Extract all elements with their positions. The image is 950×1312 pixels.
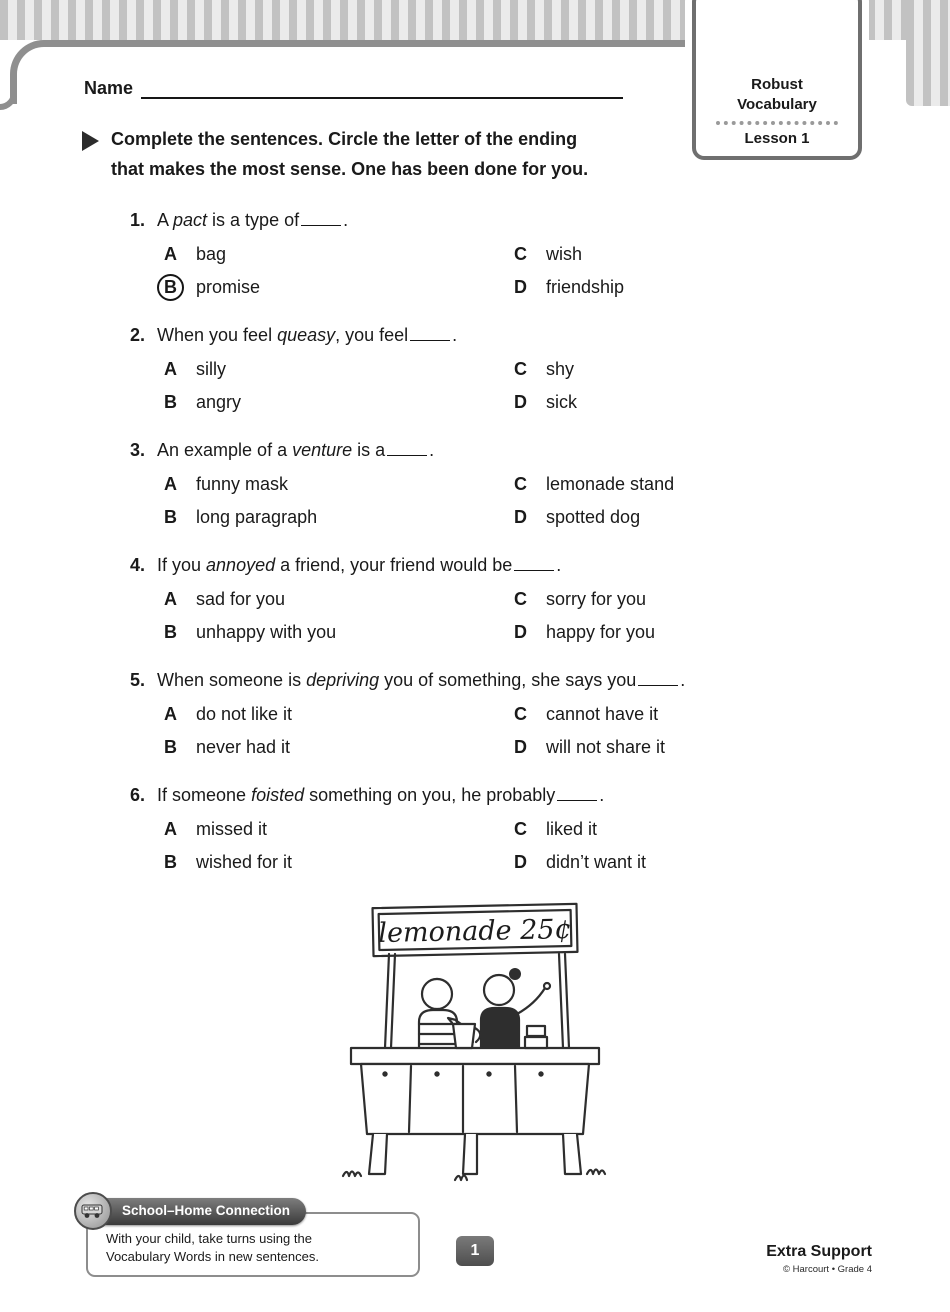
stem-pre: A: [157, 210, 174, 231]
question-stem: [130, 783, 950, 807]
option-letter: A: [164, 589, 177, 610]
option-letter: C: [514, 474, 527, 495]
question-text: [157, 668, 685, 692]
tab-lesson-label: Lesson 1: [744, 130, 810, 147]
stem-period: .: [556, 555, 562, 576]
option-letter: D: [514, 737, 527, 758]
question-stem: [130, 668, 950, 692]
options: [157, 356, 950, 416]
question: [130, 783, 950, 876]
option-label: sad for you: [196, 589, 286, 610]
option-letter: A: [164, 359, 177, 380]
options: [157, 816, 950, 876]
question-stem: [130, 438, 950, 462]
answer-option: [507, 504, 950, 531]
answer-option: [507, 849, 950, 876]
answer-blank: [638, 685, 678, 686]
question-text: [157, 323, 457, 347]
tab-title-line2: Vocabulary: [737, 95, 817, 113]
answer-option: [157, 619, 507, 646]
option-letter: A: [164, 244, 177, 265]
school-home-connection-badge: [80, 1198, 306, 1225]
school-home-connection-box: [86, 1203, 420, 1277]
option-letter: A: [164, 474, 177, 495]
question-number: 3.: [130, 440, 146, 461]
page-number-badge: 1: [456, 1236, 494, 1266]
question-text: [157, 208, 348, 232]
instructions: [82, 125, 682, 184]
question: [130, 553, 950, 646]
option-letter: D: [514, 277, 527, 298]
copyright-label: © Harcourt • Grade 4: [783, 1264, 872, 1275]
answer-option: [157, 389, 507, 416]
question-text: [157, 553, 561, 577]
tab-title-line1: Robust: [751, 76, 803, 93]
option-letter: D: [514, 622, 527, 643]
option-letter: D: [514, 392, 527, 413]
answer-option: [507, 241, 950, 268]
name-row: [84, 78, 950, 99]
instructions-text: [111, 125, 588, 184]
answer-option: [157, 471, 507, 498]
options: [157, 471, 950, 531]
school-home-connection-text: With your child, take turns using the Vocabulary Words in new sentences.: [106, 1231, 319, 1265]
instructions-line2: that makes the most sense. One has been done for you.: [111, 158, 589, 179]
option-label: will not share it: [546, 737, 666, 758]
option-letter: C: [514, 244, 527, 265]
stem-post: , you feel: [335, 325, 409, 346]
bus-icon: [74, 1192, 112, 1230]
extra-support-label: Extra Support: [766, 1243, 872, 1260]
option-letter: C: [514, 704, 527, 725]
answer-option: [507, 586, 950, 613]
stem-post: is a: [352, 440, 386, 461]
answer-blank: [514, 570, 554, 571]
question-number: 2.: [130, 325, 146, 346]
option-label: liked it: [546, 819, 598, 840]
answer-option: [507, 274, 950, 301]
option-label: wish: [546, 244, 583, 265]
answer-option: [157, 241, 507, 268]
stem-pre: If someone: [157, 785, 252, 806]
name-write-line: [141, 81, 623, 99]
name-label: Name: [84, 78, 134, 98]
answer-option: [157, 356, 507, 383]
option-label: funny mask: [196, 474, 289, 495]
vocab-word: pact: [173, 210, 208, 231]
question-number: 4.: [130, 555, 146, 576]
stem-period: .: [452, 325, 458, 346]
questions-list: [130, 208, 950, 876]
option-label: promise: [196, 277, 261, 298]
option-label: happy for you: [546, 622, 656, 643]
answer-option: [157, 274, 507, 301]
stem-pre: When you feel: [157, 325, 278, 346]
option-label: silly: [196, 359, 226, 380]
answer-blank: [410, 340, 450, 341]
question: [130, 208, 950, 301]
option-label: long paragraph: [196, 507, 318, 528]
options: [157, 701, 950, 761]
question: [130, 323, 950, 416]
stem-post: something on you, he probably: [304, 785, 556, 806]
option-label: sick: [546, 392, 577, 413]
option-letter: C: [514, 359, 527, 380]
option-letter: B: [157, 274, 184, 301]
stem-period: .: [599, 785, 605, 806]
question-number: 5.: [130, 670, 146, 691]
option-letter: B: [164, 507, 177, 528]
answer-option: [507, 734, 950, 761]
question-number: 1.: [130, 210, 146, 231]
option-label: missed it: [196, 819, 268, 840]
option-label: do not like it: [196, 704, 293, 725]
stem-period: .: [343, 210, 349, 231]
answer-blank: [557, 800, 597, 801]
answer-option: [157, 849, 507, 876]
school-home-connection-title: School–Home Connection: [122, 1203, 291, 1219]
option-label: spotted dog: [546, 507, 641, 528]
option-label: unhappy with you: [196, 622, 337, 643]
question-stem: [130, 208, 950, 232]
vocab-word: venture: [292, 440, 353, 461]
answer-option: [157, 586, 507, 613]
option-label: angry: [196, 392, 242, 413]
answer-option: [157, 504, 507, 531]
option-letter: C: [514, 589, 527, 610]
answer-option: [507, 816, 950, 843]
option-letter: B: [164, 392, 177, 413]
option-label: sorry for you: [546, 589, 647, 610]
answer-option: [507, 471, 950, 498]
option-letter: D: [514, 507, 527, 528]
option-label: wished for it: [196, 852, 293, 873]
question: [130, 668, 950, 761]
question-text: [157, 783, 604, 807]
answer-blank: [387, 455, 427, 456]
answer-option: [157, 701, 507, 728]
vocab-word: queasy: [277, 325, 336, 346]
illustration-wrap: [0, 898, 950, 1203]
option-label: didn’t want it: [546, 852, 647, 873]
option-label: lemonade stand: [546, 474, 675, 495]
stem-period: .: [429, 440, 435, 461]
option-label: never had it: [196, 737, 291, 758]
footer-right: [766, 1243, 872, 1275]
stem-pre: An example of a: [157, 440, 293, 461]
question-number: 6.: [130, 785, 146, 806]
question-stem: [130, 323, 950, 347]
option-label: cannot have it: [546, 704, 659, 725]
question-text: [157, 438, 434, 462]
option-letter: B: [164, 737, 177, 758]
stem-pre: If you: [157, 555, 207, 576]
vocab-word: annoyed: [206, 555, 276, 576]
option-letter: C: [514, 819, 527, 840]
answer-option: [507, 619, 950, 646]
question: [130, 438, 950, 531]
option-label: shy: [546, 359, 575, 380]
option-letter: B: [164, 622, 177, 643]
option-letter: D: [514, 852, 527, 873]
stem-post: is a type of: [207, 210, 300, 231]
options: [157, 586, 950, 646]
option-letter: B: [164, 852, 177, 873]
answer-option: [157, 816, 507, 843]
lemonade-stand-illustration: [315, 898, 635, 1198]
answer-option: [157, 734, 507, 761]
instructions-arrow-icon: [82, 131, 99, 151]
answer-option: [507, 356, 950, 383]
option-letter: A: [164, 704, 177, 725]
stem-period: .: [680, 670, 686, 691]
answer-blank: [301, 225, 341, 226]
vocab-word: foisted: [251, 785, 305, 806]
stem-post: a friend, your friend would be: [275, 555, 513, 576]
question-stem: [130, 553, 950, 577]
answer-option: [507, 701, 950, 728]
stem-pre: When someone is: [157, 670, 307, 691]
options: [157, 241, 950, 301]
worksheet-content: [0, 78, 950, 1203]
stem-post: you of something, she says you: [379, 670, 637, 691]
instructions-line1: Complete the sentences. Circle the letter of the ending: [111, 129, 578, 149]
option-label: bag: [196, 244, 227, 265]
option-label: friendship: [546, 277, 625, 298]
answer-option: [507, 389, 950, 416]
vocab-word: depriving: [306, 670, 380, 691]
lemonade-sign-text: lemonade 25¢: [378, 914, 573, 950]
option-letter: A: [164, 819, 177, 840]
